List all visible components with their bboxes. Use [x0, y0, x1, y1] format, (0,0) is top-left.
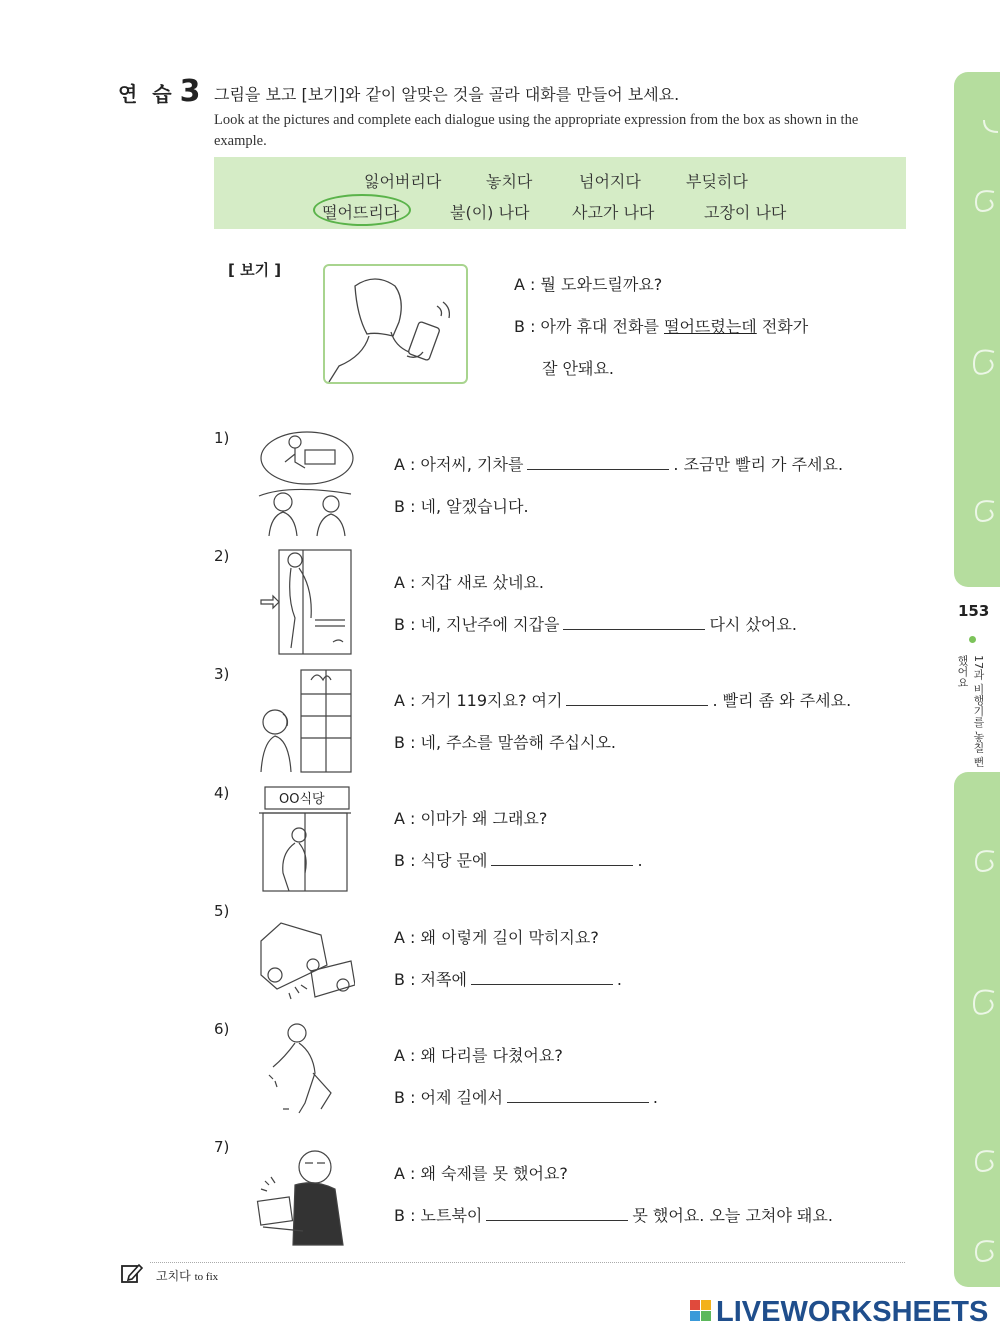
example-label: [ 보기 ]: [228, 261, 282, 279]
q3-line-a: [394, 688, 851, 711]
question-number: 1): [214, 429, 230, 447]
example-line-b2: 잘 안돼요.: [542, 359, 614, 378]
answer-blank[interactable]: [507, 1088, 649, 1103]
q7-b-text: B : 노트북이: [394, 1206, 483, 1225]
q3-a-post: . 빨리 좀 와 주세요.: [712, 691, 852, 710]
q6-line-a: A : 왜 다리를 다쳤어요?: [394, 1046, 563, 1065]
example-b-prefix: B : 아까 휴대 전화를: [514, 317, 664, 336]
word-option: 잃어버리다: [364, 172, 442, 191]
liveworksheets-logo[interactable]: LIVEWORKSHEETS: [716, 1296, 989, 1328]
train-taxi-illustration: [255, 428, 355, 538]
q7-b-post: 못 했어요. 오늘 고쳐야 돼요.: [632, 1206, 833, 1225]
word-option: 놓치다: [486, 172, 533, 191]
q1-a-post: . 조금만 빨리 가 주세요.: [673, 455, 844, 474]
instruction-english: Look at the pictures and complete each dialogue using the appropriate expression from the box as shown in the example.: [214, 112, 859, 149]
answer-blank[interactable]: [491, 851, 633, 866]
subway-woman-illustration: [255, 546, 355, 656]
instruction-korean: 그림을 보고 [보기]와 같이 알맞은 것을 골라 대화를 만들어 보세요.: [214, 85, 680, 104]
q3-line-b: B : 네, 주소를 말씀해 주십시오.: [394, 733, 616, 752]
word-option-circled: 떨어뜨리다: [322, 203, 400, 222]
q4-b-text: B : 식당 문에: [394, 851, 488, 870]
word-option: 불(이) 나다: [450, 203, 530, 222]
exercise-number: 3: [179, 74, 201, 109]
restaurant-door-illustration: [255, 783, 355, 893]
word-option: 사고가 나다: [572, 203, 655, 222]
pencil-note-icon: [120, 1261, 144, 1285]
q5-b-text: B : 저쪽에: [394, 970, 467, 989]
exercise-word: 연 습: [118, 82, 176, 106]
word-option: 고장이 나다: [704, 203, 787, 222]
q4-b-post: .: [637, 851, 643, 870]
q4-line-a: A : 이마가 왜 그래요?: [394, 809, 548, 828]
example-illustration: [323, 264, 468, 384]
example-b-underlined: 떨어뜨렸는데: [664, 317, 757, 336]
q6-b-post: .: [652, 1088, 658, 1107]
q1-line-a: [394, 452, 843, 475]
q1-a-text: A : 아저씨, 기차를: [394, 455, 524, 474]
liveworksheets-logo-icon: [690, 1300, 712, 1322]
swirl-pattern-icon: [954, 72, 1000, 587]
question-number: 3): [214, 665, 230, 683]
q1-line-b: B : 네, 알겠습니다.: [394, 497, 529, 516]
vocab-note-ko: 고치다: [156, 1269, 191, 1283]
q6-line-b: [394, 1085, 658, 1108]
q2-line-b: [394, 612, 797, 635]
q4-line-b: [394, 848, 643, 871]
answer-blank[interactable]: [527, 455, 669, 470]
fire-call-illustration: [255, 664, 355, 774]
q3-a-text: A : 거기 119지요? 여기: [394, 691, 563, 710]
question-number: 4): [214, 784, 230, 802]
q2-b-post: 다시 샀어요.: [709, 615, 797, 634]
restaurant-sign: OO식당: [279, 792, 325, 807]
word-option: 부딪히다: [686, 172, 748, 191]
answer-blank[interactable]: [471, 970, 613, 985]
swirl-pattern-icon: [954, 772, 1000, 1287]
example-b-suffix: 전화가: [756, 317, 809, 336]
answer-blank[interactable]: [563, 615, 705, 630]
word-box: [214, 157, 906, 229]
vocab-note: [156, 1267, 218, 1284]
exercise-heading: [118, 74, 200, 109]
page-number: 153: [958, 602, 990, 620]
q6-b-text: B : 어제 길에서: [394, 1088, 503, 1107]
q7-line-b: [394, 1203, 833, 1226]
page-dot-icon: [969, 636, 976, 643]
woman-phone-illustration: [325, 266, 466, 382]
side-tab-bottom: [954, 772, 1000, 1287]
chapter-title: 17과 비행기를 놓칠 뻔했어요: [956, 655, 985, 768]
q5-line-b: [394, 967, 622, 990]
q5-line-a: A : 왜 이렇게 길이 막히지요?: [394, 928, 599, 947]
q2-b-text: B : 네, 지난주에 지갑을: [394, 615, 560, 634]
man-laptop-illustration: [255, 1137, 355, 1247]
car-accident-illustration: [255, 901, 355, 1011]
answer-blank[interactable]: [486, 1206, 628, 1221]
answer-blank[interactable]: [566, 691, 708, 706]
vocab-note-en: to fix: [194, 1271, 219, 1283]
question-number: 7): [214, 1138, 230, 1156]
footer-divider: [150, 1262, 905, 1263]
question-number: 6): [214, 1020, 230, 1038]
woman-falling-illustration: [255, 1019, 355, 1129]
example-line-a: A : 뭘 도와드릴까요?: [514, 275, 663, 294]
q7-line-a: A : 왜 숙제를 못 했어요?: [394, 1164, 568, 1183]
question-number: 5): [214, 902, 230, 920]
q5-b-post: .: [616, 970, 623, 989]
q2-line-a: A : 지갑 새로 샀네요.: [394, 573, 544, 592]
side-tab-top: [954, 72, 1000, 587]
word-option: 넘어지다: [579, 172, 641, 191]
example-line-b: [514, 314, 808, 337]
question-number: 2): [214, 547, 230, 565]
